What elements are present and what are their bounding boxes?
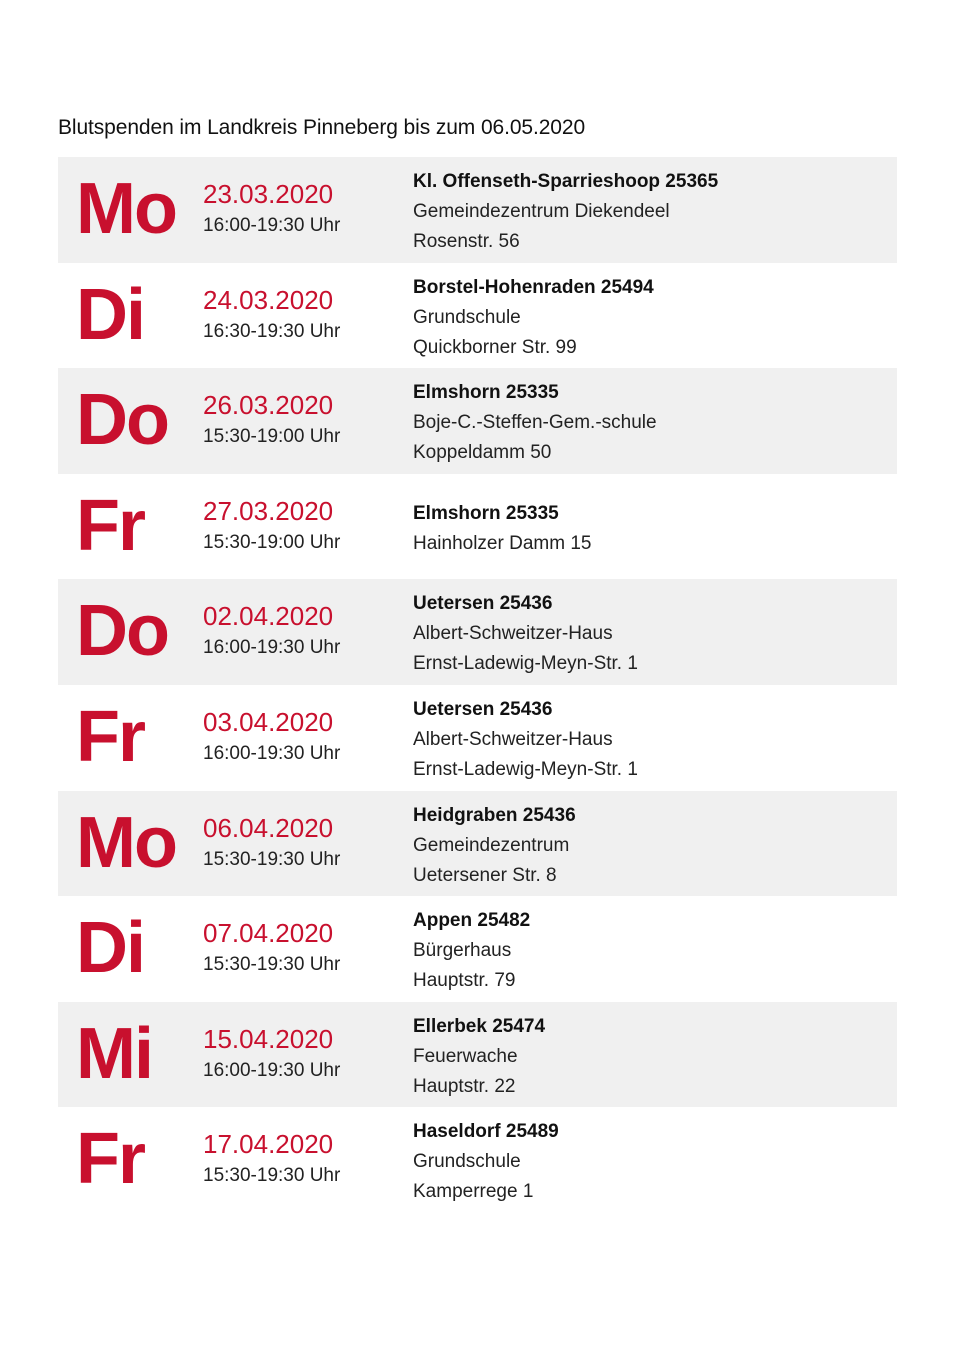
town: Uetersen 25436: [413, 698, 553, 720]
list-item: [58, 579, 897, 685]
weekday: Mi: [76, 1013, 152, 1094]
weekday: Fr: [76, 696, 144, 777]
location: [413, 906, 883, 996]
list-item: [58, 263, 897, 369]
location: [413, 1117, 883, 1207]
date: 07.04.2020: [203, 918, 334, 949]
venue: Grundschule: [413, 1151, 521, 1173]
date: 23.03.2020: [203, 179, 334, 209]
date: 17.04.2020: [203, 1129, 334, 1160]
list-item: [58, 157, 897, 263]
list-item: [58, 1002, 897, 1108]
time-range: 16:00-19:30 Uhr: [203, 742, 341, 764]
date: 26.03.2020: [203, 390, 334, 421]
street: Ernst-Ladewig-Meyn-Str. 1: [413, 758, 638, 780]
time-range: 15:30-19:30 Uhr: [203, 954, 341, 976]
time-range: 16:00-19:30 Uhr: [203, 1059, 341, 1081]
town: Uetersen 25436: [413, 593, 553, 615]
venue: Boje-C.-Steffen-Gem.-schule: [413, 412, 657, 434]
weekday: Di: [76, 274, 144, 355]
weekday: Mo: [76, 169, 176, 249]
list-item: [58, 685, 897, 791]
venue: Gemeindezentrum Diekendeel: [413, 201, 670, 222]
town: Haseldorf 25489: [413, 1121, 559, 1143]
time-range: 15:30-19:30 Uhr: [203, 1165, 341, 1187]
location: [413, 589, 883, 679]
location: [413, 499, 883, 559]
venue: Feuerwache: [413, 1045, 518, 1067]
venue: Albert-Schweitzer-Haus: [413, 623, 613, 645]
town: Appen 25482: [413, 910, 531, 932]
weekday: Di: [76, 908, 144, 989]
venue: Gemeindezentrum: [413, 834, 570, 856]
weekday: Fr: [76, 1119, 144, 1200]
time-range: 16:00-19:30 Uhr: [203, 637, 341, 659]
venue: Bürgerhaus: [413, 940, 512, 962]
town: Ellerbek 25474: [413, 1015, 546, 1037]
venue: Hainholzer Damm 15: [413, 532, 592, 554]
street: Uetersener Str. 8: [413, 864, 557, 886]
list-item: [58, 896, 897, 1002]
weekday: Fr: [76, 485, 144, 566]
town: Heidgraben 25436: [413, 804, 576, 826]
location: [413, 1012, 883, 1102]
weekday: Mo: [76, 802, 176, 883]
blood-donation-list: [58, 157, 897, 1213]
street: Kamperrege 1: [413, 1181, 534, 1203]
date: 15.04.2020: [203, 1023, 334, 1054]
street: Hauptstr. 79: [413, 970, 516, 992]
list-item: [58, 368, 897, 474]
street: Rosenstr. 56: [413, 231, 520, 252]
time-range: 15:30-19:30 Uhr: [203, 848, 341, 870]
list-item: [58, 791, 897, 897]
weekday: Do: [76, 591, 168, 672]
location: [413, 378, 883, 468]
date: 03.04.2020: [203, 706, 334, 737]
time-range: 15:30-19:00 Uhr: [203, 531, 341, 553]
time-range: 16:00-19:30 Uhr: [203, 215, 341, 236]
venue: Albert-Schweitzer-Haus: [413, 728, 613, 750]
street: Koppeldamm 50: [413, 442, 552, 464]
location: [413, 695, 883, 785]
street: Quickborner Str. 99: [413, 336, 577, 358]
town: Borstel-Hohenraden 25494: [413, 276, 654, 298]
weekday: Do: [76, 380, 168, 461]
time-range: 15:30-19:00 Uhr: [203, 426, 341, 448]
town: Kl. Offenseth-Sparrieshoop 25365: [413, 171, 719, 192]
venue: Grundschule: [413, 306, 521, 328]
list-item: [58, 474, 897, 580]
location: [413, 801, 883, 891]
date: 02.04.2020: [203, 601, 334, 632]
town: Elmshorn 25335: [413, 502, 559, 524]
date: 27.03.2020: [203, 495, 334, 526]
list-item: [58, 1107, 897, 1213]
date: 06.04.2020: [203, 812, 334, 843]
street: Ernst-Ladewig-Meyn-Str. 1: [413, 653, 638, 675]
time-range: 16:30-19:30 Uhr: [203, 320, 341, 342]
street: Hauptstr. 22: [413, 1075, 516, 1097]
location: [413, 273, 883, 363]
town: Elmshorn 25335: [413, 382, 559, 404]
page-title: Blutspenden im Landkreis Pinneberg bis zum 06.05.2020: [58, 116, 586, 139]
location: [413, 167, 883, 257]
date: 24.03.2020: [203, 284, 334, 315]
